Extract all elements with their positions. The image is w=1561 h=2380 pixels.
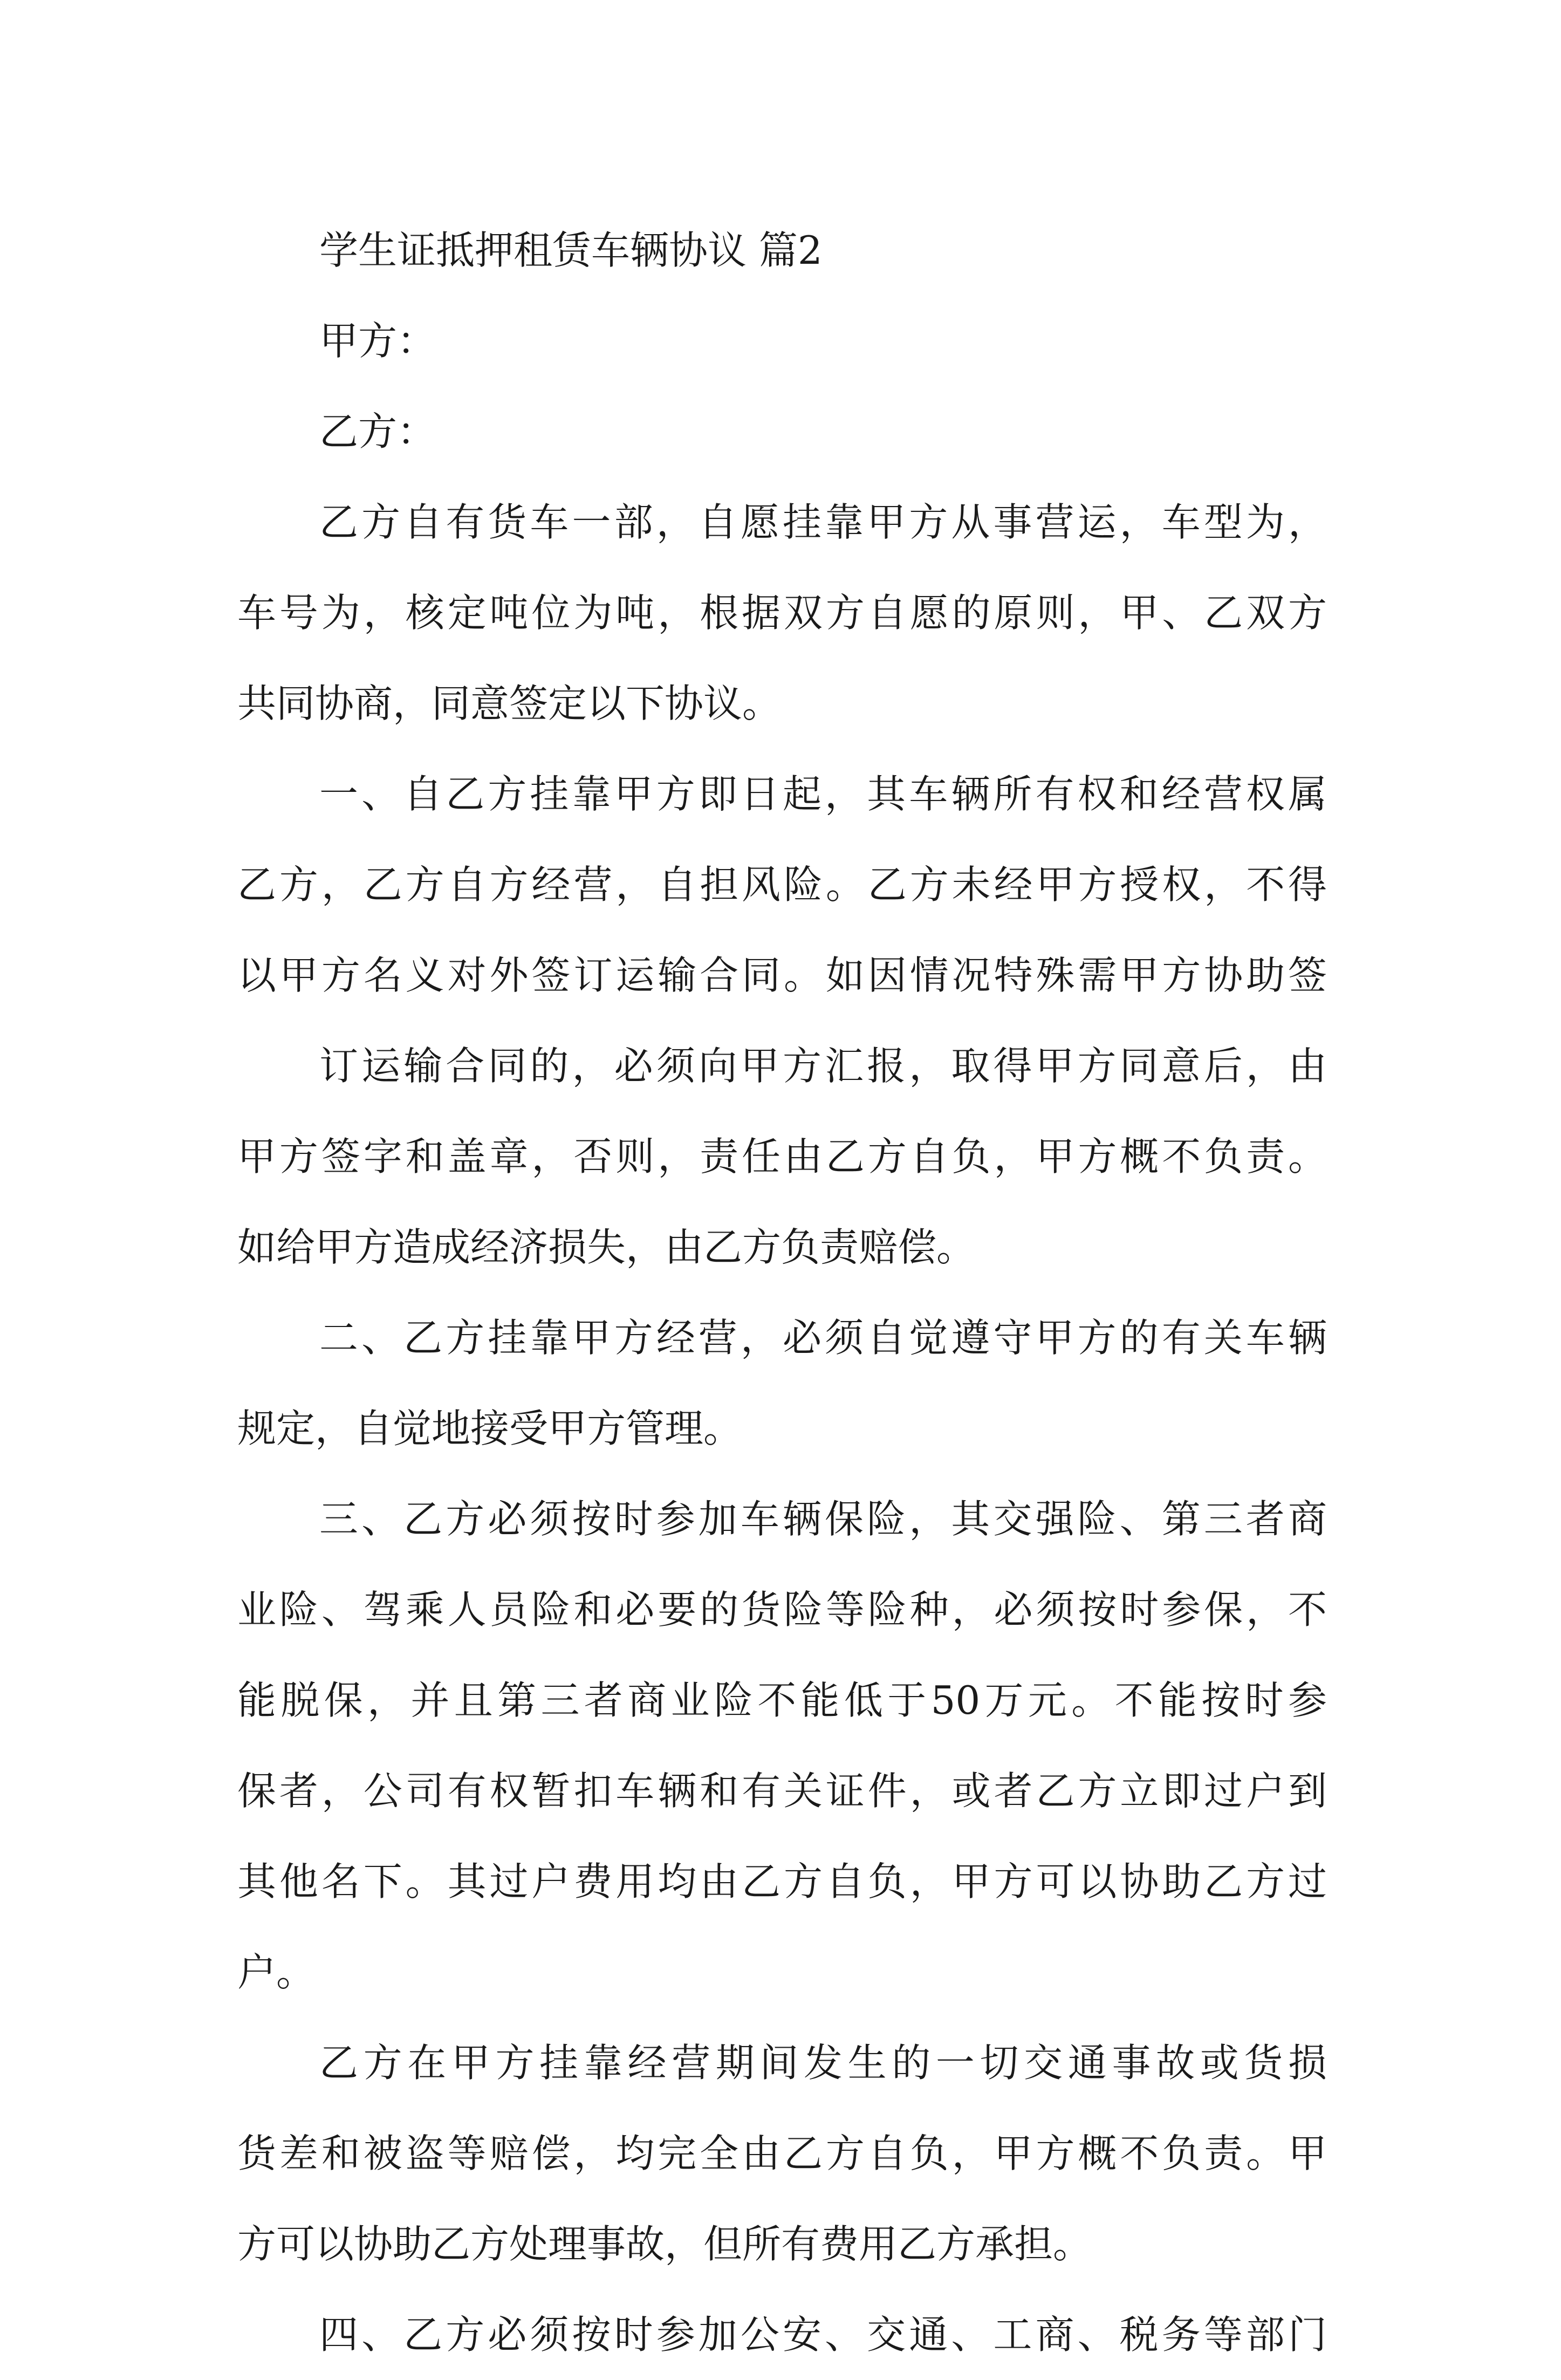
document-body bbox=[237, 205, 1327, 2380]
text-line: 如给甲方造成经济损失，由乙方负责赔偿。 bbox=[237, 1225, 976, 1270]
document-title: 学生证抵押租赁车辆协议 篇2 bbox=[319, 228, 823, 273]
text-line: 规定，自觉地接受甲方管理。 bbox=[237, 1406, 743, 1451]
text-line: 车号为，核定吨位为吨，根据双方自愿的原则，甲、乙双方 bbox=[237, 590, 1327, 635]
text-line: 业险、驾乘人员险和必要的货险等险种，必须按时参保，不 bbox=[237, 1587, 1327, 1632]
text-line: 共同协商，同意签定以下协议。 bbox=[237, 681, 782, 726]
text-line: 乙方自有货车一部，自愿挂靠甲方从事营运，车型为， bbox=[319, 500, 1327, 545]
text-line: 订运输合同的，必须向甲方汇报，取得甲方同意后，由 bbox=[319, 1043, 1327, 1089]
text-line: 乙方，乙方自方经营，自担风险。乙方未经甲方授权，不得 bbox=[237, 862, 1327, 907]
text-line: 货差和被盗等赔偿，均完全由乙方自负，甲方概不负责。甲 bbox=[237, 2131, 1327, 2176]
text-line: 能脱保，并且第三者商业险不能低于50万元。不能按时参 bbox=[237, 1678, 1327, 1723]
text-line: 户。 bbox=[237, 1950, 316, 1995]
text-line: 三、乙方必须按时参加车辆保险，其交强险、第三者商 bbox=[319, 1496, 1327, 1542]
text-line: 四、乙方必须按时参加公安、交通、工商、税务等部门 bbox=[319, 2312, 1327, 2357]
text-line: 乙方在甲方挂靠经营期间发生的一切交通事故或货损 bbox=[319, 2040, 1327, 2085]
text-line: 保者，公司有权暂扣车辆和有关证件，或者乙方立即过户到 bbox=[237, 1768, 1327, 1814]
party-b-label: 乙方： bbox=[319, 409, 436, 454]
text-line: 方可以协助乙方处理事故，但所有费用乙方承担。 bbox=[237, 2221, 1092, 2267]
text-line: 以甲方名义对外签订运输合同。如因情况特殊需甲方协助签 bbox=[237, 953, 1327, 998]
text-line: 二、乙方挂靠甲方经营，必须自觉遵守甲方的有关车辆 bbox=[319, 1315, 1327, 1360]
text-line: 其他名下。其过户费用均由乙方自负，甲方可以协助乙方过 bbox=[237, 1859, 1327, 1904]
party-a-label: 甲方： bbox=[319, 318, 436, 364]
text-line: 一、自乙方挂靠甲方即日起，其车辆所有权和经营权属 bbox=[319, 771, 1327, 817]
text-line: 甲方签字和盖章，否则，责任由乙方自负，甲方概不负责。 bbox=[237, 1134, 1327, 1179]
